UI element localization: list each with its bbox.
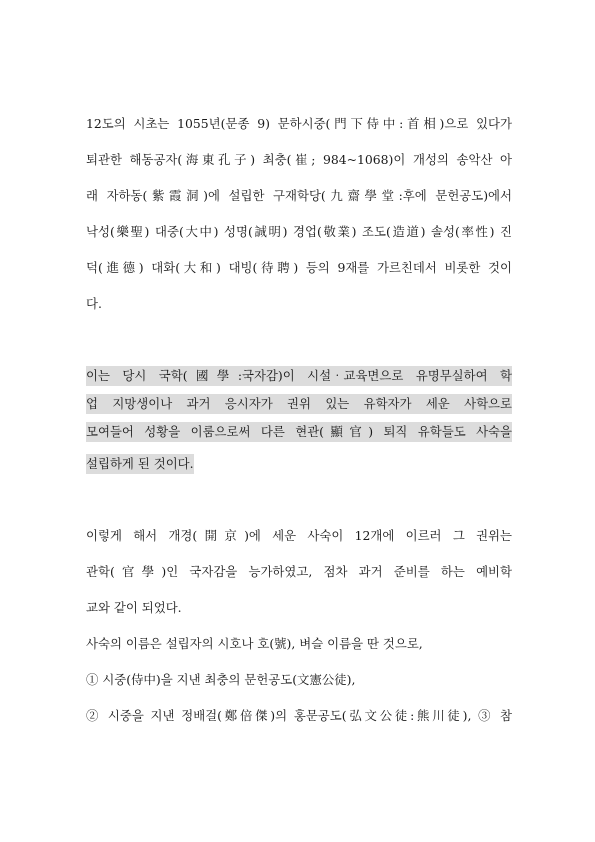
paragraph-3-line-3: 교와 같이 되었다. [86,600,182,615]
paragraph-4-line-1: 사숙의 이름은 설립자의 시호나 호(號), 벼슬 이름을 딴 것으로, [86,636,423,651]
paragraph-4-line-2: ① 시중(侍中)을 지낸 최충의 문헌공도(文憲公徒), [86,672,356,687]
paragraph-2-line-2: 업 지망생이나 과거 응시자가 권위 있는 유학자가 세운 사학으로 [86,394,512,414]
paragraph-2-line-4: 설립하게 된 것이다. [86,454,194,474]
paragraph-3-line-2: 관학(官學)인 국자감을 능가하였고, 점차 과거 준비를 하는 예비학 [86,564,512,579]
paragraph-3-line-1: 이렇게 해서 개경(開京)에 세운 사숙이 12개에 이르러 그 권위는 [86,528,512,543]
paragraph-1-line-1: 12도의 시초는 1055년(문종 9) 문하시중(門下侍中:首相)으로 있다가 [86,116,512,131]
paragraph-1-line-5: 덕(進德) 대화(大和) 대빙(待聘) 등의 9재를 가르친데서 비롯한 것이 [86,260,512,275]
paragraph-1-line-3: 래 자하동(紫霞洞)에 설립한 구재학당(九齋學堂:후에 문헌공도)에서 [86,188,512,203]
paragraph-2-line-3: 모여들어 성황을 이룸으로써 다른 현관(顯官) 퇴직 유학들도 사숙을 [86,422,512,442]
paragraph-1-line-4: 낙성(樂聖) 대중(大中) 성명(誠明) 경업(敬業) 조도(造道) 솔성(率性) 진 [86,224,512,239]
paragraph-4-line-3: ② 시중을 지낸 정배걸(鄭倍傑)의 홍문공도(弘文公徒:熊川徒), ③ 참 [86,708,512,723]
paragraph-2-line-1: 이는 당시 국학(國學:국자감)이 시설‧교육면으로 유명무실하여 학 [86,366,512,386]
paragraph-1-line-2: 퇴관한 해동공자(海東孔子) 최충(崔; 984~1068)이 개성의 송악산 아 [86,152,512,167]
paragraph-1-line-6: 다. [86,296,102,311]
